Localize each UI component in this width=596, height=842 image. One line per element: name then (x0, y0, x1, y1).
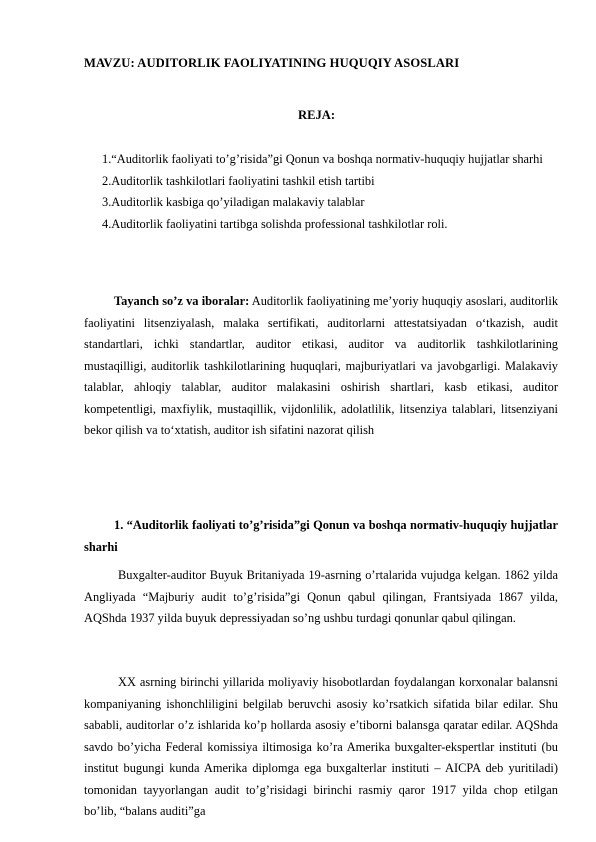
plan-item: 1.“Auditorlik faoliyati to’g’risida”gi Qonun va boshqa normativ-huquqiy hujjatlar sharhi (102, 152, 543, 166)
keywords-label: Tayanch so’z va iboralar: (114, 294, 250, 308)
plan-list (84, 149, 558, 235)
body-paragraph: XX asrning birinchi yillarida moliyaviy hisobotlardan foydalangan korxonalar balansni kompaniyaning ishonchliligini belgilab beruvchi asosiy ko’rsatkich sifatida bilar edilar. Shu sababli, auditorlar o’z ishlarida ko’p hollarda asosiy e’tiborni balansga qaratar edilar. AQShda savdo bo’yicha Federal komissiya iltimosiga ko’ra Amerika buxgalter-ekspertlar instituti (bu institut bugungi kunda Amerika diplomga ega buxgalterlar instituti – AICPA deb yuritiladi) tomonidan tayyorlangan audit to’g’risidagi birinchi rasmiy qaror 1917 yilda chop etilgan bo’lib, “balans auditi”ga (84, 675, 558, 818)
keywords-paragraph (84, 291, 558, 442)
document-title: MAVZU: AUDITORLIK FAOLIYATINING HUQUQIY ASOSLARI (84, 56, 460, 70)
plan-item: 3.Auditorlik kasbiga qo’yiladigan malakaviy talablar (102, 195, 365, 209)
plan-item: 4.Auditorlik faoliyatini tartibga solishda professional tashkilotlar roli. (102, 216, 448, 231)
plan-heading: REJA: (298, 108, 336, 122)
keywords-text: Auditorlik faoliyatining me’yoriy huquqiy asoslari, auditorlik faoliyatini litsenziyalash, malaka sertifikati, auditorlarni attestatsiyadan o‘tkazish, audit standartlari, ichki standartlar, auditor etikasi, auditor va auditorlik tashkilotlarining mustaqilligi, auditorlik tashkilotlarining huquqlari, majburiyatlari va javobgarligi. Malakaviy talablar, ahloqiy talablar, auditor malakasini oshirish shartlari, kasb etikasi, auditor kompetentligi, maxfiylik, mustaqillik, vijdonlilik, adolatlilik, litsenziya talablari, litsenziyani bekor qilish va to‘xtatish, auditor ish sifatini nazorat qilish (84, 294, 559, 437)
body-paragraph: Buxgalter-auditor Buyuk Britaniyada 19-asrning o’rtalarida vujudga kelgan. 1862 yilda Angliyada “Majburiy audit to’g’risida”gi Qonun qabul qilingan, Frantsiyada 1867 yilda, AQShda 1937 yilda buyuk depressiyadan so’ng ushbu turdagi qonunlar qabul qilingan. (84, 568, 558, 625)
section-heading: 1. “Auditorlik faoliyati to’g’risida”gi Qonun va boshqa normativ-huquqiy hujjatlar sharhi (84, 518, 558, 554)
plan-item: 2.Auditorlik tashkilotlari faoliyatini tashkil etish tartibi (102, 173, 375, 188)
